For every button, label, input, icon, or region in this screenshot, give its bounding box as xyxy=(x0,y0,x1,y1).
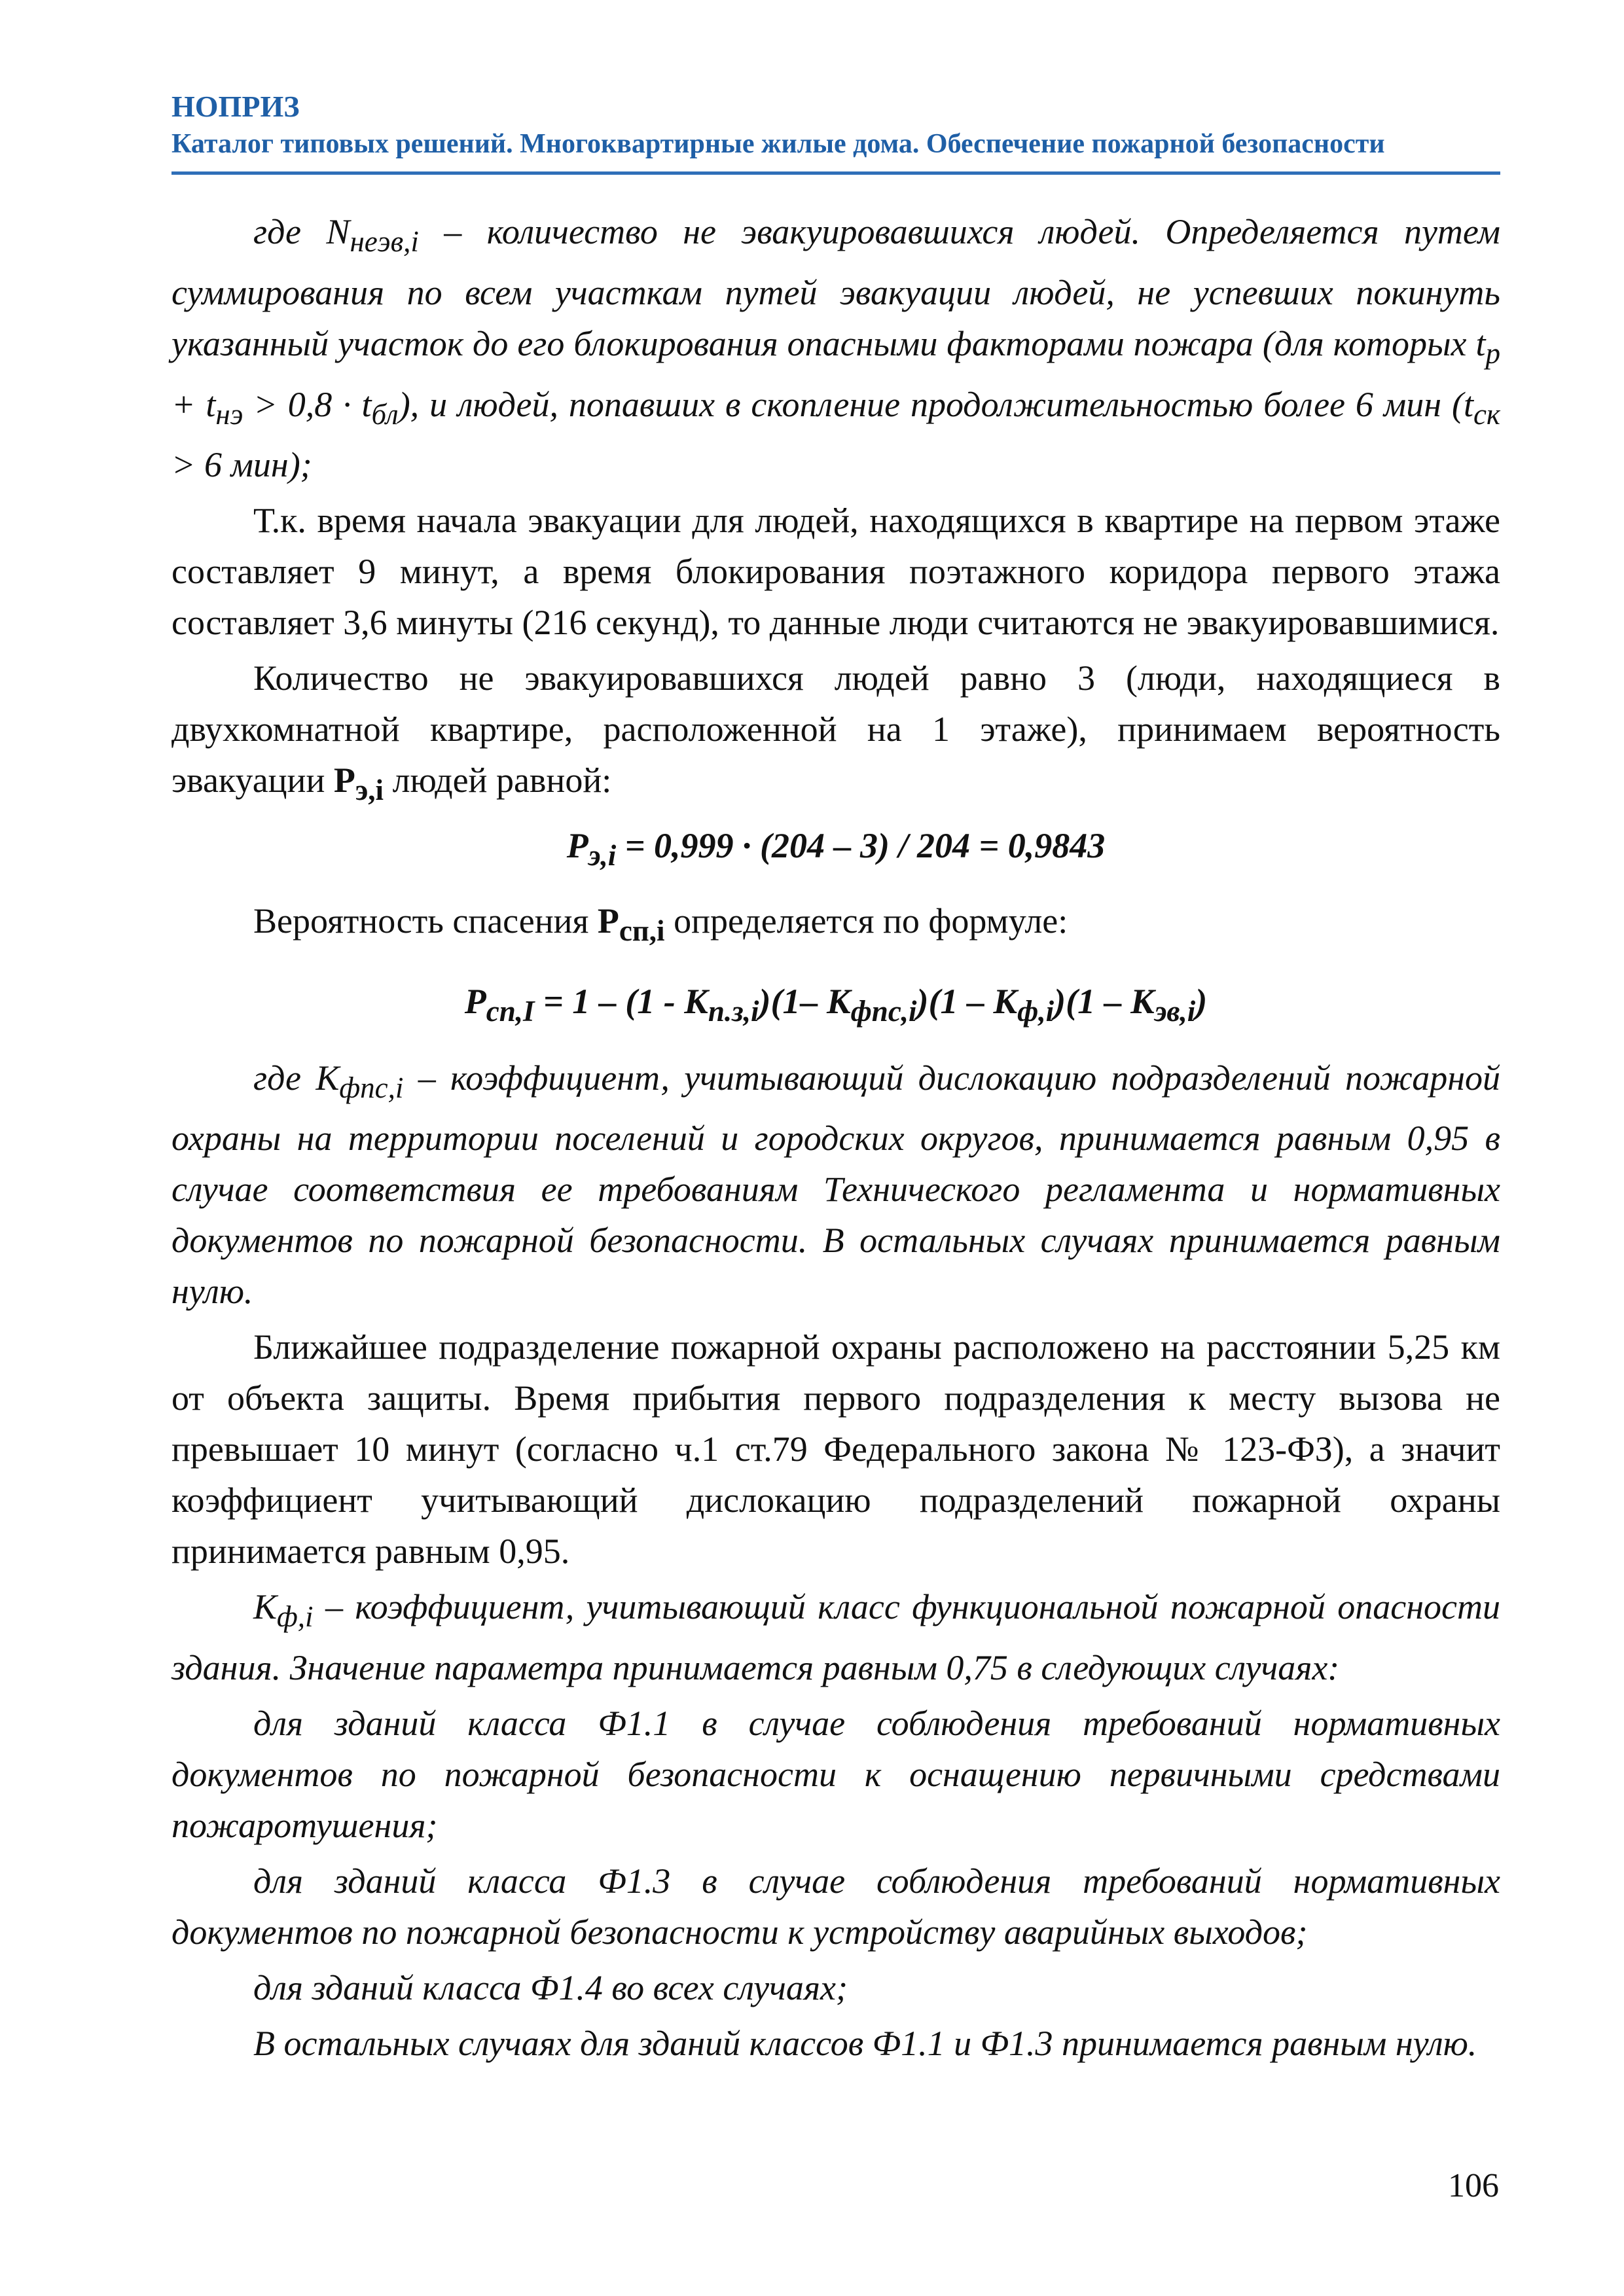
catalog-title: Каталог типовых решений. Многоквартирные жилые дома. Обеспечение пожарной безопасности xyxy=(171,129,1385,159)
page-header xyxy=(171,88,1500,162)
org-title: НОПРИЗ xyxy=(171,90,300,123)
header-divider xyxy=(171,171,1500,175)
paragraph-fire-station: Ближайшее подразделение пожарной охраны расположено на расстоянии 5,25 км от объекта защиты. Время прибытия первого подразделения к месту вызова не превышает 10 минут (согласно ч.1 ст.79 Федерального закона № 123-ФЗ), а значит коэффициент учитывающий дислокацию подразделений пожарной охраны принимается равным 0,95. xyxy=(171,1327,1500,1571)
page-number: 106 xyxy=(1448,2167,1499,2204)
paragraph-kf-definition: $К_{ф,i}$ – коэффициент, учитывающий класс функциональной пожарной опасности здания. Значение параметра принимается равным 0,75 в следующих случаях: xyxy=(171,1587,1500,1688)
paragraph-rescue-probability: Вероятность спасения $Р_{сп,i}$ определяется по формуле: xyxy=(253,901,1068,947)
paragraph-evacuation-count: Количество не эвакуировавшихся людей равно 3 (люди, находящиеся в двухкомнатной квартире, расположенной на 1 этаже), принимаем вероятность эвакуации $Р_{э,i}$ людей равной: xyxy=(171,658,1500,807)
paragraph-class-f11: для зданий класса Ф1.1 в случае соблюдения требований нормативных документов по пожарной безопасности к оснащению первичными средствами пожаротушения; xyxy=(171,1704,1500,1846)
paragraph-evacuation-time: Т.к. время начала эвакуации для людей, находящихся в квартире на первом этаже составляет 9 минут, а время блокирования поэтажного коридора первого этажа составляет 3,6 минуты (216 секунд), то данные люди считаются не эвакуировавшимися. xyxy=(171,501,1500,643)
paragraph-n-definition: где $N_{неэв,i}$ – количество не эвакуировавшихся людей. Определяется путем суммирования по всем участкам путей эвакуации людей, не успевших покинуть указанный участок до его блокирования опасными факторами пожара (для которых $t_р + t_{нэ} > 0,8 \cdot t_{бл}$), и людей, попавших в скопление продолжительностью более 6 мин ($t_{ск} > 6$ мин); xyxy=(171,212,1501,485)
paragraph-kfps-definition: где $К_{фпс,i}$ – коэффициент, учитывающий дислокацию подразделений пожарной охраны на территории поселений и городских округов, принимается равным 0,95 в случае соответствия ее требованиям Технического регламента и нормативных документов по пожарной безопасности. В остальных случаях принимается равным нулю. xyxy=(171,1058,1500,1312)
formula-rescue-probability: $Р_{сп,I} = 1 - (1 - К_{п.з,i})(1-$ $К_{фпс,i})(1 - К_{ф,i})(1 - К_{эв,i})$ xyxy=(464,981,1208,1028)
paragraph-class-f14: для зданий класса Ф1.4 во всех случаях; xyxy=(253,1968,848,2008)
paragraph-class-f13: для зданий класса Ф1.3 в случае соблюдения требований нормативных документов по пожарной безопасности к устройству аварийных выходов; xyxy=(171,1861,1500,1952)
paragraph-other-cases: В остальных случаях для зданий классов Ф1.1 и Ф1.3 принимается равным нулю. xyxy=(253,2024,1477,2064)
formula-evacuation-probability: $Р_{э,i} = 0,999 \cdot (204 - 3) / 204 = 0,9843$ xyxy=(566,826,1106,872)
document-body xyxy=(171,206,1500,2073)
